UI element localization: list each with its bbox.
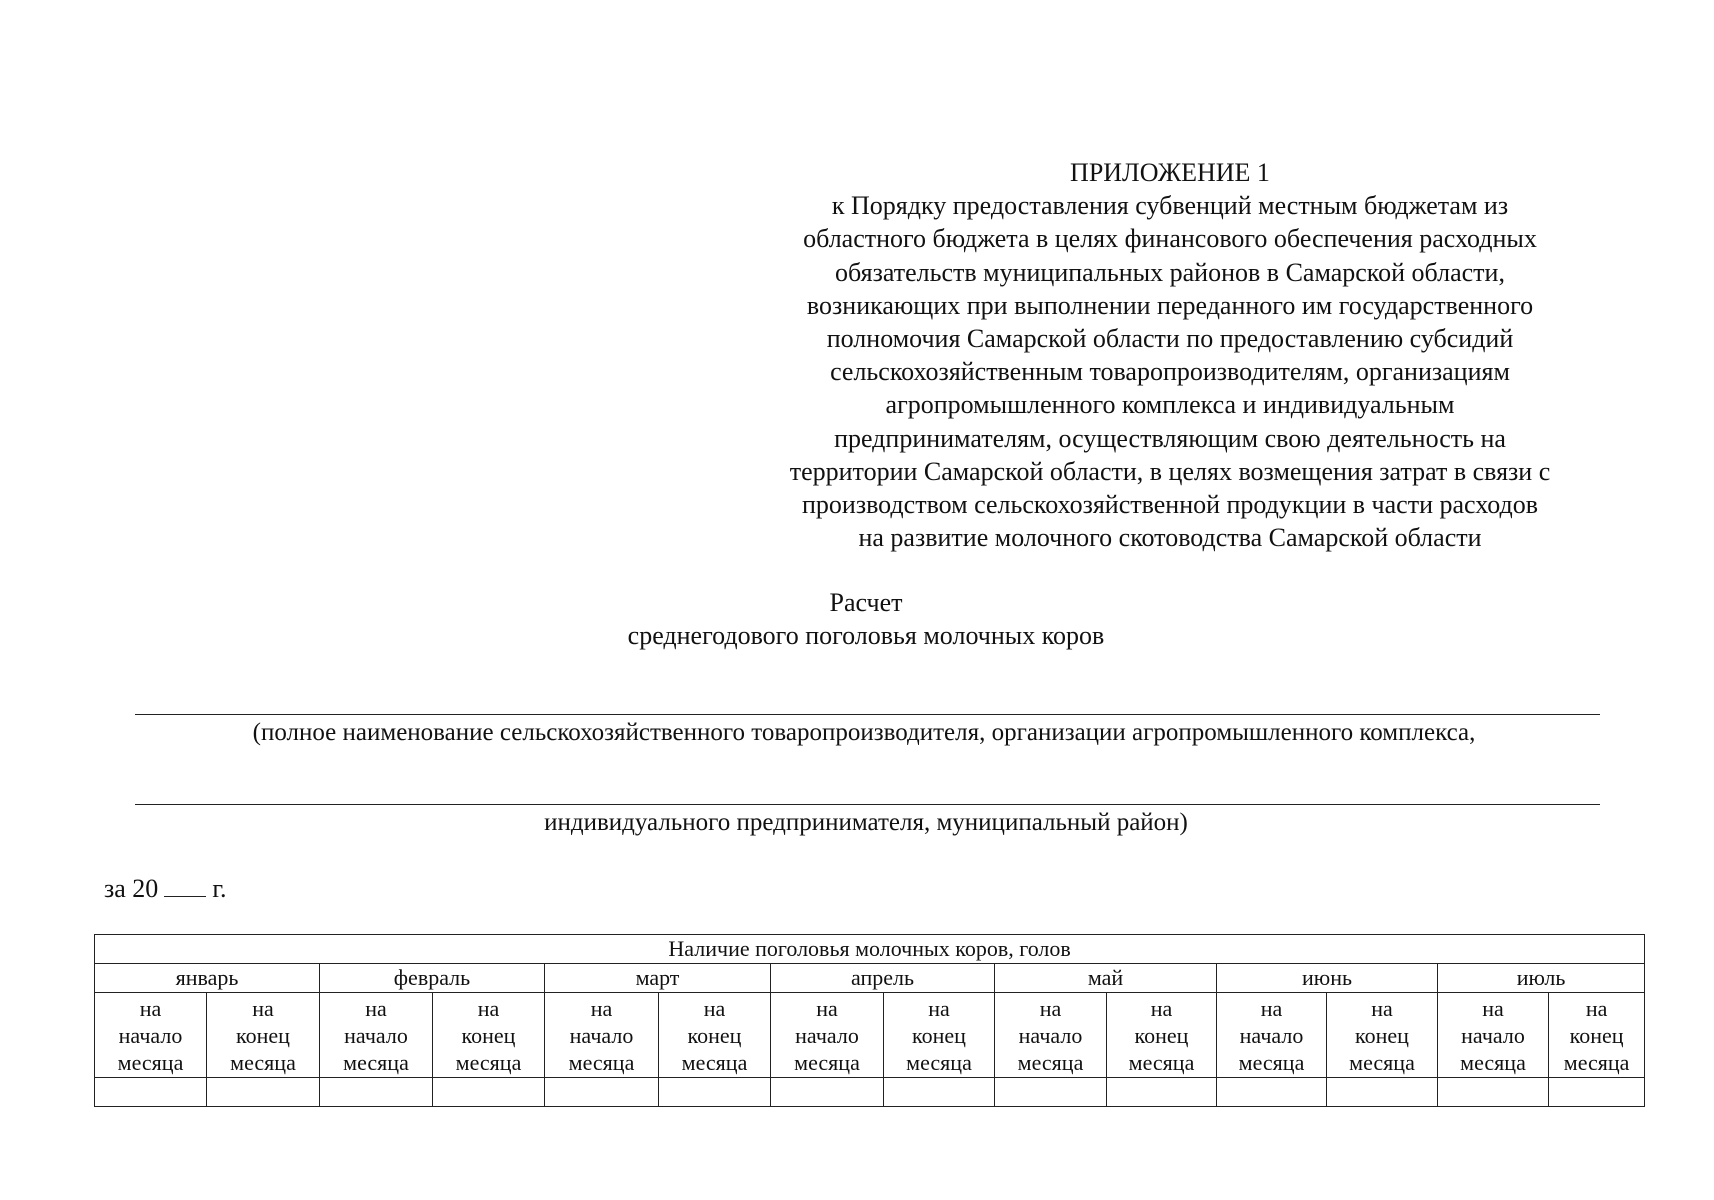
data-cell[interactable]	[771, 1078, 884, 1107]
appendix-line: на развитие молочного скотоводства Самарской области	[858, 523, 1482, 553]
appendix-line: сельскохозяйственным товаропроизводителям, организациям	[830, 357, 1510, 387]
data-cell[interactable]	[433, 1078, 545, 1107]
data-cell[interactable]	[1217, 1078, 1327, 1107]
calculation-subtitle: среднегодового поголовья молочных коров	[627, 621, 1105, 650]
appendix-line: обязательств муниципальных районов в Самарской области,	[835, 257, 1505, 287]
producer-name-line-1[interactable]	[135, 714, 1600, 715]
period-prefix: за 20	[104, 874, 159, 903]
subheader-month-start: на начало месяца	[1438, 993, 1549, 1078]
subheader-month-end: на конец месяца	[1107, 993, 1217, 1078]
data-cell[interactable]	[207, 1078, 320, 1107]
table-row	[95, 1078, 1645, 1107]
subheader-month-start: на начало месяца	[1217, 993, 1327, 1078]
producer-caption-line-1: (полное наименование сельскохозяйственного товаропроизводителя, организации агропромышленного комплекса,	[252, 719, 1476, 746]
data-cell[interactable]	[320, 1078, 433, 1107]
appendix-line: к Порядку предоставления субвенций местным бюджетам из	[831, 191, 1509, 221]
subheader-month-end: на конец месяца	[884, 993, 995, 1078]
data-cell[interactable]	[95, 1078, 207, 1107]
appendix-line: предпринимателям, осуществляющим свою деятельность на	[834, 423, 1506, 453]
table-header: Наличие поголовья молочных коров, голов	[95, 935, 1645, 964]
data-cell[interactable]	[659, 1078, 771, 1107]
subheader-month-end: на конец месяца	[1327, 993, 1438, 1078]
period-line	[104, 873, 227, 905]
appendix-line: территории Самарской области, в целях возмещения затрат в связи с	[789, 456, 1551, 486]
data-cell[interactable]	[1438, 1078, 1549, 1107]
month-june: июнь	[1217, 964, 1438, 993]
subheader-month-start: на начало месяца	[95, 993, 207, 1078]
subheader-month-end: на конец месяца	[433, 993, 545, 1078]
herd-table	[94, 934, 1645, 1107]
subheader-month-end: на конец месяца	[1549, 993, 1645, 1078]
month-january: январь	[95, 964, 320, 993]
calculation-title: Расчет	[829, 588, 903, 617]
appendix-line: агропромышленного комплекса и индивидуальным	[885, 390, 1455, 420]
appendix-line: возникающих при выполнении переданного им государственного	[806, 290, 1534, 320]
month-march: март	[545, 964, 771, 993]
subheader-month-start: на начало месяца	[771, 993, 884, 1078]
year-blank-field[interactable]	[164, 874, 206, 897]
appendix-block	[730, 156, 1610, 554]
appendix-line: областного бюджета в целях финансового обеспечения расходных	[803, 224, 1537, 254]
data-cell[interactable]	[545, 1078, 659, 1107]
subheader-row	[95, 993, 1645, 1078]
data-cell[interactable]	[884, 1078, 995, 1107]
subheader-month-start: на начало месяца	[545, 993, 659, 1078]
data-cell[interactable]	[1327, 1078, 1438, 1107]
subheader-month-start: на начало месяца	[320, 993, 433, 1078]
data-cell[interactable]	[1549, 1078, 1645, 1107]
data-cell[interactable]	[1107, 1078, 1217, 1107]
month-may: май	[995, 964, 1217, 993]
month-july: июль	[1438, 964, 1645, 993]
appendix-title: ПРИЛОЖЕНИЕ 1	[1070, 158, 1270, 187]
producer-caption-line-2: индивидуального предпринимателя, муниципальный район)	[544, 809, 1188, 836]
producer-name-line-2[interactable]	[135, 804, 1600, 805]
data-cell[interactable]	[995, 1078, 1107, 1107]
appendix-line: полномочия Самарской области по предоставлению субсидий	[826, 324, 1514, 354]
period-suffix: г.	[212, 874, 227, 903]
subheader-month-end: на конец месяца	[207, 993, 320, 1078]
month-february: февраль	[320, 964, 545, 993]
subheader-month-end: на конец месяца	[659, 993, 771, 1078]
appendix-line: производством сельскохозяйственной продукции в части расходов	[801, 490, 1538, 520]
month-april: апрель	[771, 964, 995, 993]
subheader-month-start: на начало месяца	[995, 993, 1107, 1078]
